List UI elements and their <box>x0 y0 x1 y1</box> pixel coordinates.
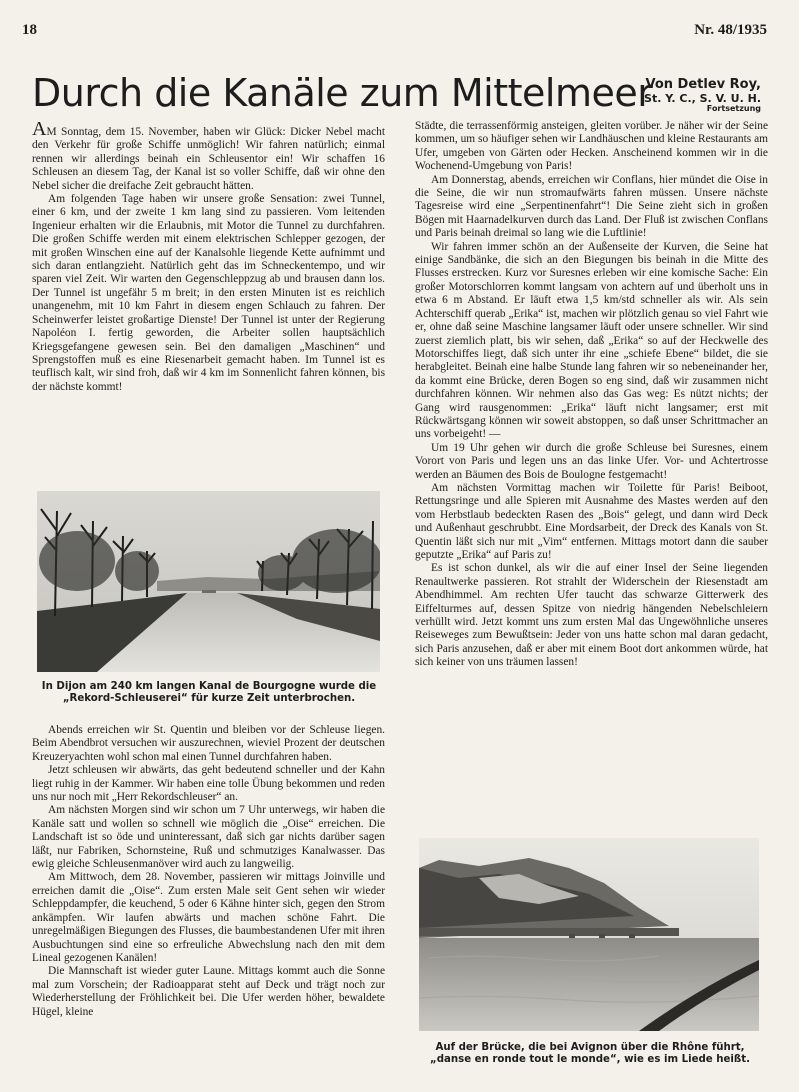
continuation-note: Fortsetzung <box>706 103 761 113</box>
drop-cap: A <box>32 118 47 140</box>
paragraph: Jetzt schleusen wir abwärts, das geht bedeutend schneller und der Kahn liegt ruhig in der Kammer. Wir haben eine tolle Übung bekommen und reden uns nur noch mit „Herr Rekordschleuser“ an. <box>32 764 385 804</box>
page-number: 18 <box>22 22 37 38</box>
photo-caption-dijon: In Dijon am 240 km langen Kanal de Bourgogne wurde die „Rekord-Schleuserei“ für kurze Zeit unterbrochen. <box>41 681 377 705</box>
paragraph: Am nächsten Morgen sind wir schon um 7 Uhr unterwegs, wir haben die Kanäle satt und wollen so schnell wie möglich die „Oise“ erreichen. Die Landschaft ist so öde und uninteressant, daß sich gar nichts darüber sagen läßt, nur Fabriken, Schornsteine, Ruß und schmutziges Kanalwasser. Das ewig gleiche Schleusenmanöver wird auch zu langweilig. <box>32 804 385 871</box>
paragraph: Wir fahren immer schön an der Außenseite der Kurven, die Seine hat einige Sandbänke, die sich an den Biegungen bis beinah in die Mitte des Flusses erstrecken. Kurz vor Suresnes erleben wir eine komische Sache: Ein großer Motorschlorren kommt langsam von achtern auf und überholt uns in etwa 6 m Abstand. Er läuft etwa 1,5 km/std schneller als wir. Als sein Achterschiff querab „Erika“ ist, machen wir plötzlich genau so viel Fahrt wie er, ohne daß seine Maschine langsamer läuft oder unsere schneller. Wir sind zuerst ziemlich platt, bis wir sehen, daß „Erika“ so auf der Heckwelle des Motorschiffes liegt, daß sich unter ihr eine „schiefe Ebene“ bildet, die sie herabgleitet. Beinah eine halbe Stunde lang fahren wir so nebeneinander her, da kommt eine Brücke, deren Bogen so eng sind, daß wir zusammen nicht durchfahren können. Wir nehmen also das Gas weg: Es nützt nichts; der Gang wird rausgenommen: „Erika“ läuft nicht langsamer; erst mit Rückwärtsgang können wir soweit abstoppen, so daß unser Schrittmacher an uns vorbeigeht! — <box>415 240 768 441</box>
paragraph: Um 19 Uhr gehen wir durch die große Schleuse bei Suresnes, einem Vorort von Paris und legen uns an das linke Ufer. Vor- und Achtertrosse werden an Bäumen des Bois de Boulogne festgemacht! <box>415 441 768 481</box>
paragraph: Am folgenden Tage haben wir unsere große Sensation: zwei Tunnel, einer 6 km, und der zweite 1 km lang sind zu passieren. Vom leitenden Ingenieur erhalten wir die Erlaubnis, mit Motor die Tunnel zu durchfahren. Die großen Schiffe werden mit einem elektrischen Schlepper gezogen, der mit großen Winschen eine auf der Kanalsohle liegende Kette aufnimmt und sich daran entlangzieht. Natürlich geht das im Schneckentempo, und wir sparen viel Zeit. Wir warten den Gegenschleppzug ab und brausen dann los. Der Tunnel ist ungefähr 5 m breit; in den ersten Minuten ist es reichlich unangenehm, mit 10 km Fahrt in diesem engen Schlauch zu fahren. Der Scheinwerfer leistet großartige Dienste! Der Tunnel ist unter der Regierung Napoléon I. fertig geworden, die Arbeiter sollen hauptsächlich Kriegsgefangene gewesen sein. Bei den damaligen „Maschinen“ und Sprengstoffen muß es eine Riesenarbeit gemacht haben. Im Tunnel ist es teuflisch kalt, wir sind froh, daß wir 4 km im Sonnenlicht fahren können, bis der nächste kommt! <box>32 193 385 393</box>
paragraph: Städte, die terrassenförmig ansteigen, gleiten vorüber. Je näher wir der Seine kommen, um so häufiger sehen wir Landhäuschen und kleine Restaurants am Ufer, umgeben von Gärten oder Hecken. Anscheinend kommen wir in die Wochenend-Umgebung von Paris! <box>415 120 768 173</box>
paragraph: AM Sonntag, dem 15. November, haben wir Glück: Dicker Nebel macht den Verkehr für große Schiffe unmöglich! Wir fahren natürlich; einmal rennen wir allerdings beinah ein Schleusentor ein! Wir schaffen 16 Schleusen an diesem Tag, der Kanal ist so voller Schiffe, daß wir ohne den Nebel sicher die dreifache Zeit gebraucht hätten. <box>32 118 385 192</box>
canal-photo-image <box>37 491 380 672</box>
paragraph: Die Mannschaft ist wieder guter Laune. Mittags kommt auch die Sonne mal zum Vorschein; der Radioapparat steht auf Deck und trägt noch zur Wiederherstellung der Fröhlichkeit bei. Die Ufer werden höher, bewaldete Hügel, kleine <box>32 965 385 1018</box>
byline <box>644 78 761 114</box>
column-left-bottom <box>32 724 385 1019</box>
paragraph: Am Mittwoch, dem 28. November, passieren wir mittags Joinville und erreichen damit die „Oise“. Zum ersten Male seit Gent sehen wir wieder Schleppdampfer, die keuchend, 5 oder 6 Kähne hinter sich, gegen den Strom ankämpfen. Wir laufen abwärts und machen schöne Fahrt. Die unregelmäßigen Biegungen des Flusses, die baumbestandenen Ufer mit ihren Ausbuchtungen sind eine so erfreuliche Abwechslung nach den mit dem Lineal gezogenen Kanälen! <box>32 871 385 964</box>
column-right <box>415 120 768 670</box>
paragraph: Am Donnerstag, abends, erreichen wir Conflans, hier mündet die Oise in die Seine, die wir nun stromaufwärts fahren müssen. Unsere nächste Tagesreise wird eine „Serpentinenfahrt“! Die Seine zieht sich in großen Bögen mit Haarnadelkurven durch das Land. Der Fluß ist zwischen Conflans und Paris beinah dreimal so lang wie die Luftlinie! <box>415 173 768 240</box>
photo-caption-avignon: Auf der Brücke, die bei Avignon über die Rhône führt, „danse en ronde tout le monde“, wie es im Liede heißt. <box>430 1042 750 1066</box>
issue-number: Nr. 48/1935 <box>694 22 767 38</box>
author-name: Von Detlev Roy, <box>645 77 761 92</box>
paragraph: Abends erreichen wir St. Quentin und bleiben vor der Schleuse liegen. Beim Abendbrot versuchen wir auszurechnen, wieviel Prozent der deutschen Kreuzeryachten wohl schon mal einen Tunnel durchfahren haben. <box>32 724 385 763</box>
paragraph: Es ist schon dunkel, als wir die auf einer Insel der Seine liegenden Renaultwerke passieren. Rot strahlt der Widerschein der Riesenstadt am Abendhimmel. Am rechten Ufer taucht das schwarze Gitterwerk des Eiffelturmes auf, dessen Spitze von niedrig hängenden Nebelschleiern verhüllt wird. Jetzt kommt uns zum ersten Mal das Ungewöhnliche unseres Reiseweges zum Bewußtsein: Jeder von uns hatte schon mal daran gedacht, sich Paris anzusehen, daß er aber mit einem Boot dort ankommen würde, hat sich keiner von uns träumen lassen! <box>415 562 768 669</box>
article-title: Durch die Kanäle zum Mittelmeer <box>32 71 653 115</box>
paragraph: Am nächsten Vormittag machen wir Toilette für Paris! Beiboot, Rettungsringe und alle Spieren mit Ausnahme des Mastes werden auf den vom Herbstlaub bedeckten Rasen des „Bois“ gelegt, und dann wird Deck und Außenhaut geschrubbt. Eine Mordsarbeit, der Dreck des Kanals von St. Quentin läßt sich nur mit „Vim“ entfernen. Mittags motort dann die sauber geputzte „Erika“ auf Paris zu! <box>415 481 768 561</box>
photo-avignon-bridge <box>419 838 759 1031</box>
photo-dijon-canal <box>37 491 380 672</box>
author-affiliation: St. Y. C., S. V. U. H. <box>644 91 761 105</box>
avignon-photo-image <box>419 838 759 1031</box>
column-left-top <box>32 118 385 394</box>
